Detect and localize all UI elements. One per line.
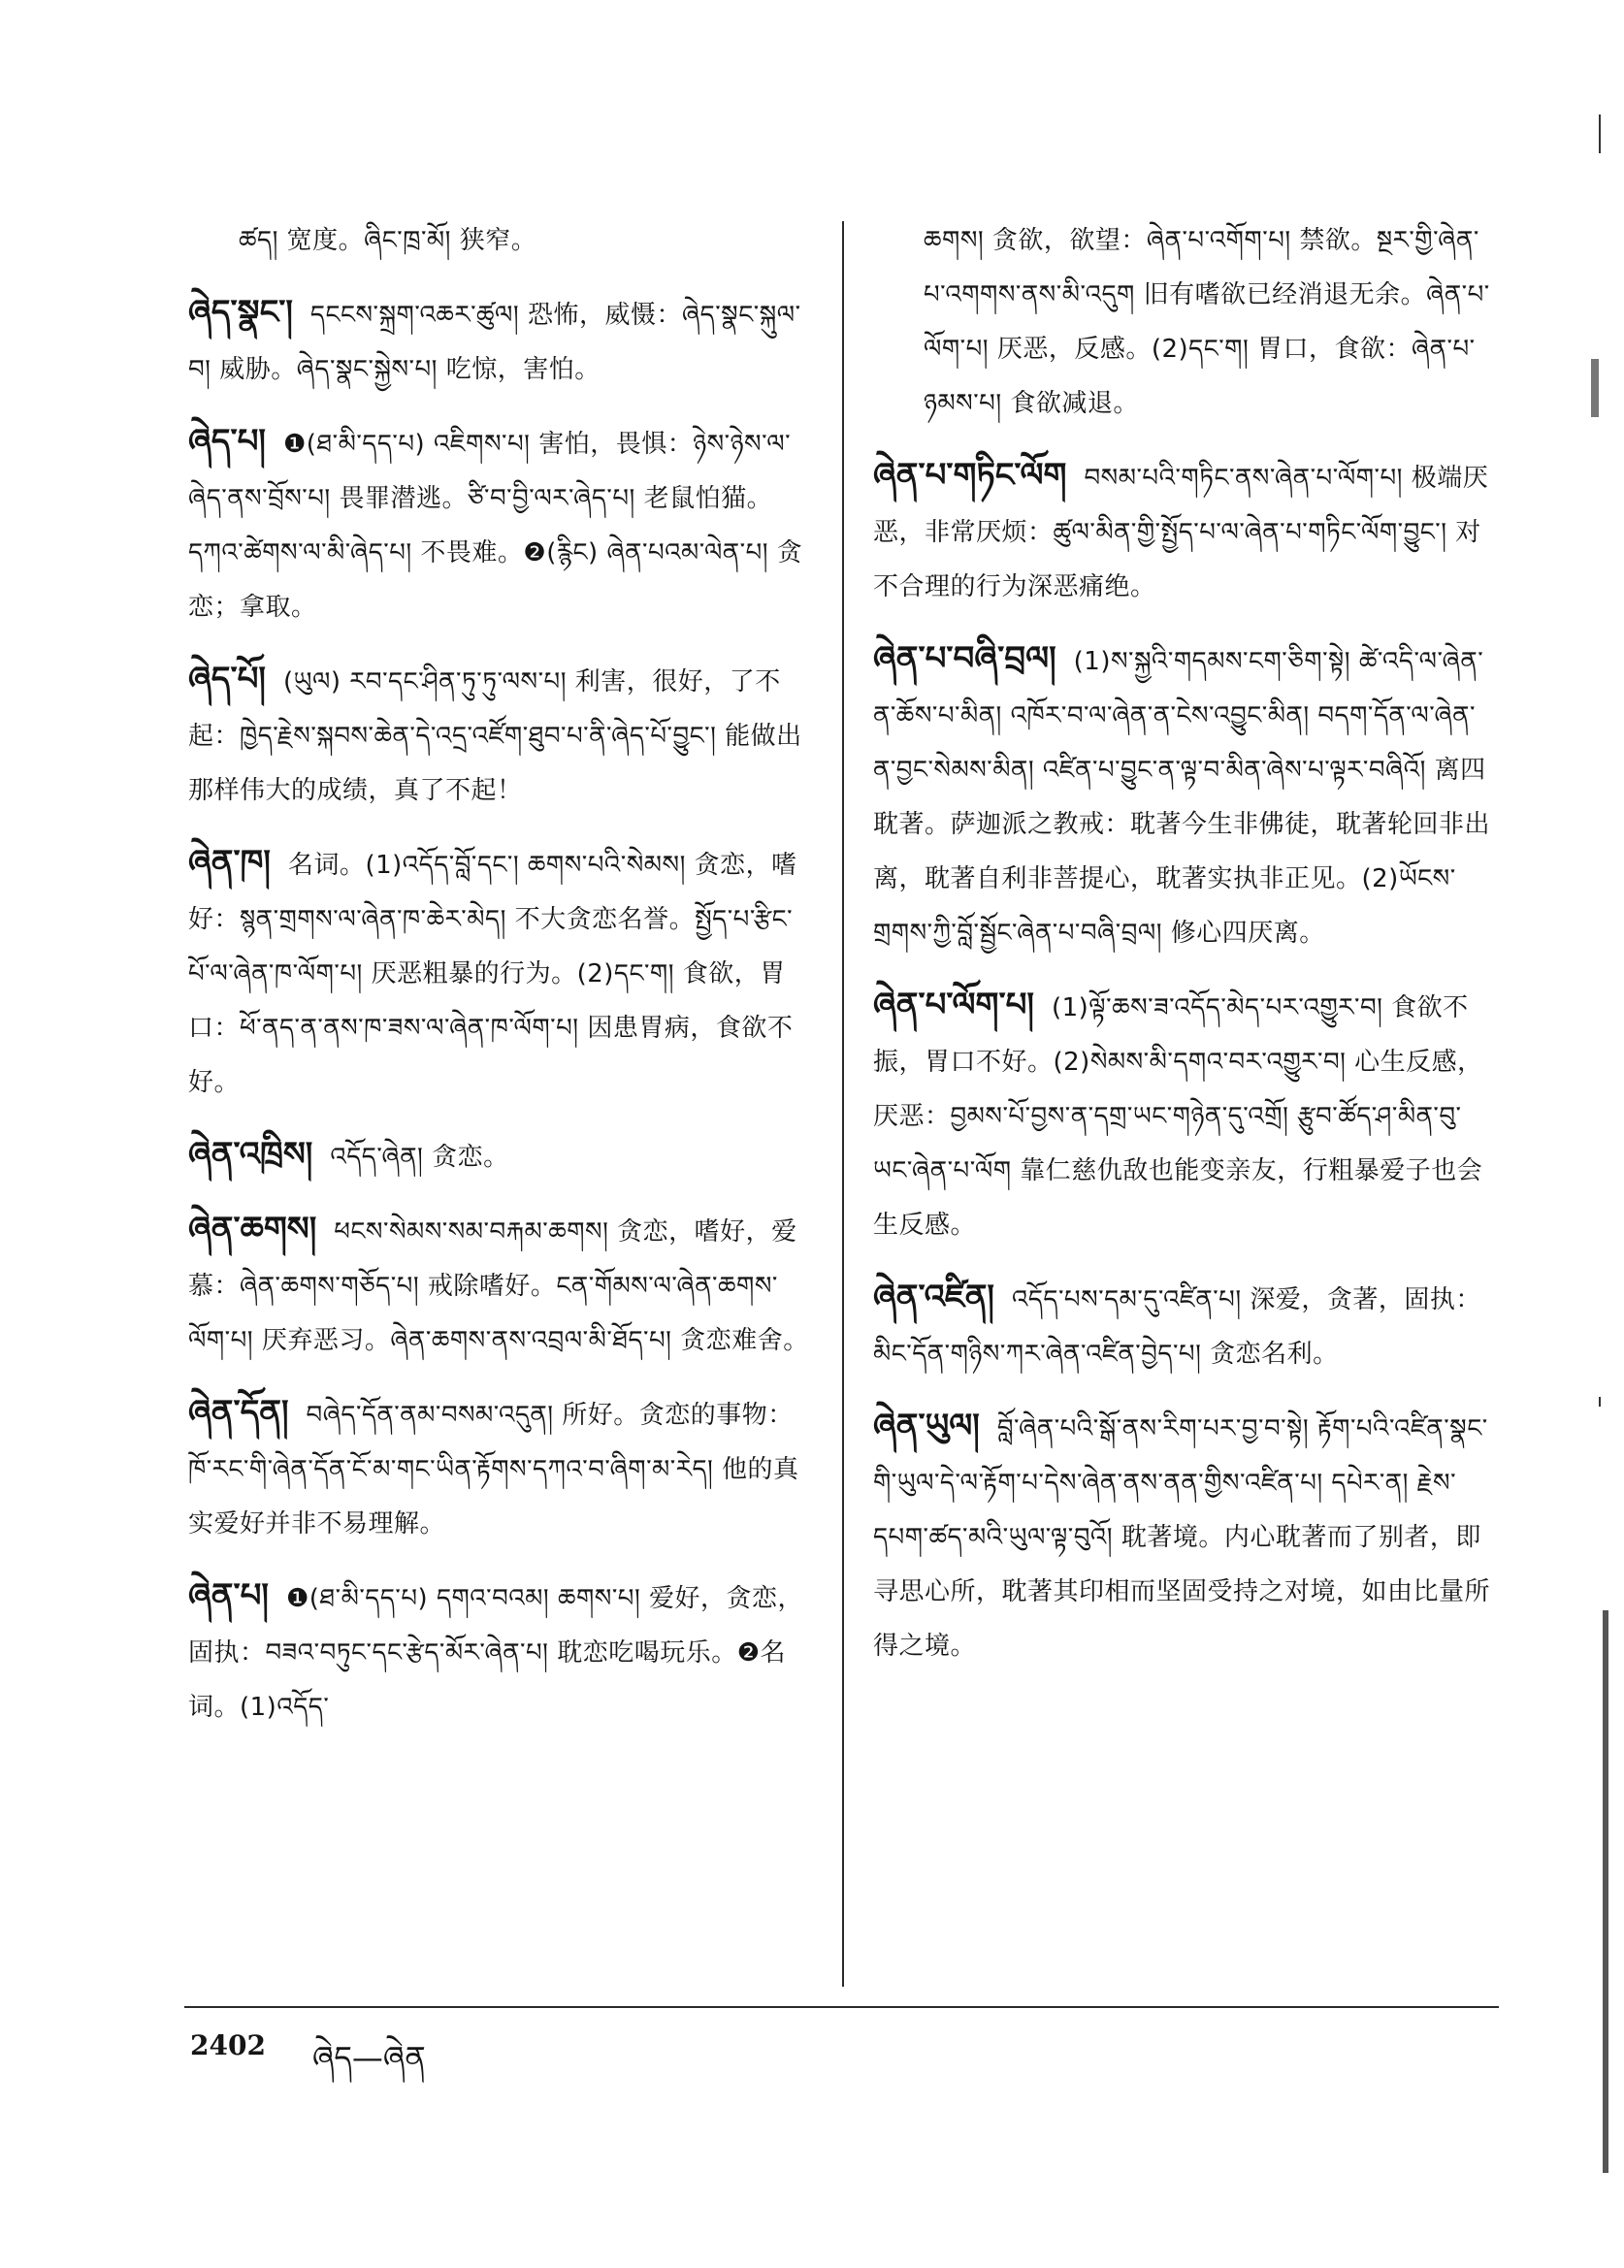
page-number: 2402 [190,2029,266,2061]
guide-words: ཞེད—ཞེན [312,2039,426,2076]
left-column [188,213,809,1752]
entry-definition: (1)ས་སྐྱའི་གདམས་ངག་ཅིག་སྟེ། ཚེ་འདི་ལ་ཞེན་ན་ཆོས་པ་མིན། འཁོར་བ་ལ་ཞེན་ན་ངེས་འབྱུང་མིན། བདག་དོན་ལ་ཞེན་ན་བྱང་སེམས་མིན། འཛིན་པ་བྱུང་ན་ལྟ་བ་མིན་ཞེས་པ་ལྟར་བཞིའོ། 离四耽著。萨迦派之教戒：耽著今生非佛徒，耽著轮回非出离，耽著自利非菩提心，耽著实执非正见。(2)ཡོངས་གྲགས་ཀྱི་བློ་སྦྱོང་ཞེན་པ་བཞི་བྲལ། 修心四厌离。 [873,647,1491,948]
dictionary-entry [188,285,809,397]
scan-edge-mark [1599,114,1601,153]
entry-headword: ཞེན་པ་ལོག་པ། [873,986,1034,1024]
entry-headword: ཞེད་པོ། [188,660,266,698]
dictionary-entry [873,1399,1494,1673]
entry-continuation: ཆགས། 贪欲，欲望：ཞེན་པ་འགོག་པ། 禁欲。སྔར་གྱི་ཞེན་པ་འགགས་ནས་མི་འདུག 旧有嗜欲已经消退无余。ཞེན་པ་ལོག་པ། 厌恶，反感。(2)དང་ག། 胃口，食欲：ཞེན་པ་ཉམས་པ། 食欲减退。 [924,226,1490,418]
column-divider [842,221,844,1987]
entry-definition: ཕངས་སེམས་སམ་བརྐམ་ཆགས། 贪恋，嗜好，爱慕：ཞེན་ཆགས་གཅོད་པ། 戒除嗜好。ངན་གོམས་ལ་ཞེན་ཆགས་ལོག་པ། 厌弃恶习。ཞེན་ཆགས་ནས་འབྲལ་མི་ཐོད་པ། 贪恋难舍。 [188,1217,809,1355]
scan-edge-mark [1599,1397,1601,1407]
entry-headword: ཞེན་པ། [188,1576,269,1615]
dictionary-entry [188,835,809,1110]
entry-definition: ❶(ཐ་མི་དད་པ) དགའ་བའམ། ཆགས་པ། 爱好，贪恋，固执：བཟའ་བཏུང་དང་རྩེད་མོར་ཞེན་པ། 耽恋吃喝玩乐。❷名词。(1)འདོད་ [188,1584,804,1722]
right-column [873,213,1494,1691]
entry-headword: ཞེན་ཡུལ། [873,1407,980,1445]
entry-definition: འདོད་པས་དམ་དུ་འཛིན་པ། 深爱，贪著，固执：མིང་དོན་གཉིས་ཀར་ཞེན་འཛིན་བྱེད་པ། 贪恋名利。 [873,1285,1481,1369]
entry-headword: ཞེན་ཆགས། [188,1210,317,1248]
entry-definition: དངངས་སྐྲག་འཆར་ཚུལ། 恐怖，威慑：ཞེད་སྣང་སྐུལ་བ། 威胁。ཞེད་སྣང་སྐྱེས་པ། 吃惊，害怕。 [188,301,801,384]
dictionary-entry [188,652,809,818]
entry-headword: ཞེན་ཁ། [188,843,271,882]
dictionary-entry [188,1127,809,1184]
dictionary-entry [873,978,1494,1252]
dictionary-entry [188,414,809,634]
dictionary-entry [873,632,1494,960]
entry-definition: བློ་ཞེན་པའི་སྒོ་ནས་རིག་པར་བྱ་བ་སྟེ། རྟོག་པའི་འཛིན་སྣང་གི་ཡུལ་དེ་ལ་རྟོག་པ་དེས་ཞེན་ནས་ནན་གྱིས་འཛིན་པ། དཔེར་ན། རྗེས་དཔག་ཚད་མའི་ཡུལ་ལྟ་བུའོ། 耽著境。内心耽著而了别者，即寻思心所，耽著其印相而坚固受持之对境，如由比量所得之境。 [873,1414,1491,1661]
scan-edge-mark [1603,1610,1608,2173]
dictionary-entry [873,1270,1494,1381]
entry-definition: (1)ལྟོ་ཆས་ཟ་འདོད་མེད་པར་འགྱུར་བ། 食欲不振，胃口不好。(2)སེམས་མི་དགའ་བར་འགྱུར་བ། 心生反感，厌恶：བྱམས་པོ་བྱས་ན་དགྲ་ཡང་གཉེན་དུ་འགྲོ། རྩུབ་ཚོད་ཤ་མིན་བུ་ཡང་ཞེན་པ་ལོག 靠仁慈仇敌也能变亲友，行粗暴爱子也会生反感。 [873,993,1483,1240]
entry-continuation: ཚད། 宽度。ཞིང་ཁྲ་མོ། 狭窄。 [239,226,537,255]
dictionary-entry [873,448,1494,614]
entry-definition: བསམ་པའི་གཏིང་ནས་ཞེན་པ་ལོག་པ། 极端厌恶，非常厌烦：ཚུལ་མིན་གྱི་སྤྱོད་པ་ལ་ཞེན་པ་གཏིང་ལོག་བྱུང་། 对不合理的行为深恶痛绝。 [873,464,1489,601]
dictionary-entry [873,213,1494,431]
footer-rule [184,2006,1499,2008]
entry-definition: (ཡུལ) རབ་དང་ཤིན་ཏུ་ཏུ་ལས་པ། 利害，很好，了不起：ཁྱེད་རྗེས་སྐབས་ཆེན་དེ་འདྲ་འཛོག་ཐུབ་པ་ནི་ཞེད་པོ་བྱུང་། 能做出那样伟大的成绩，真了不起！ [188,667,802,805]
entry-definition: བཞེད་དོན་ནམ་བསམ་འདུན། 所好。贪恋的事物：ཁོ་རང་གི་ཞེན་དོན་ངོ་མ་གང་ཡིན་རྟོགས་དཀའ་བ་ཞིག་མ་རེད། 他的真实爱好并非不易理解。 [188,1401,799,1539]
entry-headword: ཞེད་སྣང་། [188,293,293,332]
entry-definition: ❶(ཐ་མི་དད་པ) འཇིགས་པ། 害怕，畏惧：ཉེས་ཉེས་ལ་ཞེད་ནས་བྲོས་པ། 畏罪潜逃。ཙི་བ་བྱི་ལར་ཞེད་པ། 老鼠怕猫。དཀའ་ཚེགས་ལ་མི་ཞེད་པ། 不畏难。❷(རྙིང) ཞེན་པའམ་ལེན་པ། 贪恋；拿取。 [188,430,803,622]
entry-headword: ཞེན་པ་གཏིང་ལོག [873,456,1067,495]
entry-headword: ཞེན་དོན། [188,1393,289,1432]
entry-headword: ཞེན་འཁྲིས། [188,1135,313,1174]
entry-headword: ཞེན་འཛིན། [873,1278,994,1316]
entry-definition: འདོད་ཞེན། 贪恋。 [330,1143,509,1172]
dictionary-entry [188,1569,809,1734]
entry-headword: ཞེན་པ་བཞི་བྲལ། [873,639,1056,678]
dictionary-entry [188,1385,809,1551]
scan-edge-mark [1591,359,1599,417]
dictionary-entry [188,213,809,268]
entry-headword: ཞེད་པ། [188,422,266,461]
entry-definition: 名词。(1)འདོད་བློ་དང་། ཆགས་པའི་སེམས། 贪恋，嗜好：སྙན་གྲགས་ལ་ཞེན་ཁ་ཆེར་མེད། 不大贪恋名誉。སྤྱོད་པ་རྩིང་པོ་ལ་ཞེན་ཁ་ལོག་པ། 厌恶粗暴的行为。(2)དང་ག། 食欲，胃口：ཕོ་ནད་ན་ནས་ཁ་ཟས་ལ་ཞེན་ཁ་ལོག་པ། 因患胃病，食欲不好。 [188,851,797,1097]
dictionary-entry [188,1202,809,1368]
